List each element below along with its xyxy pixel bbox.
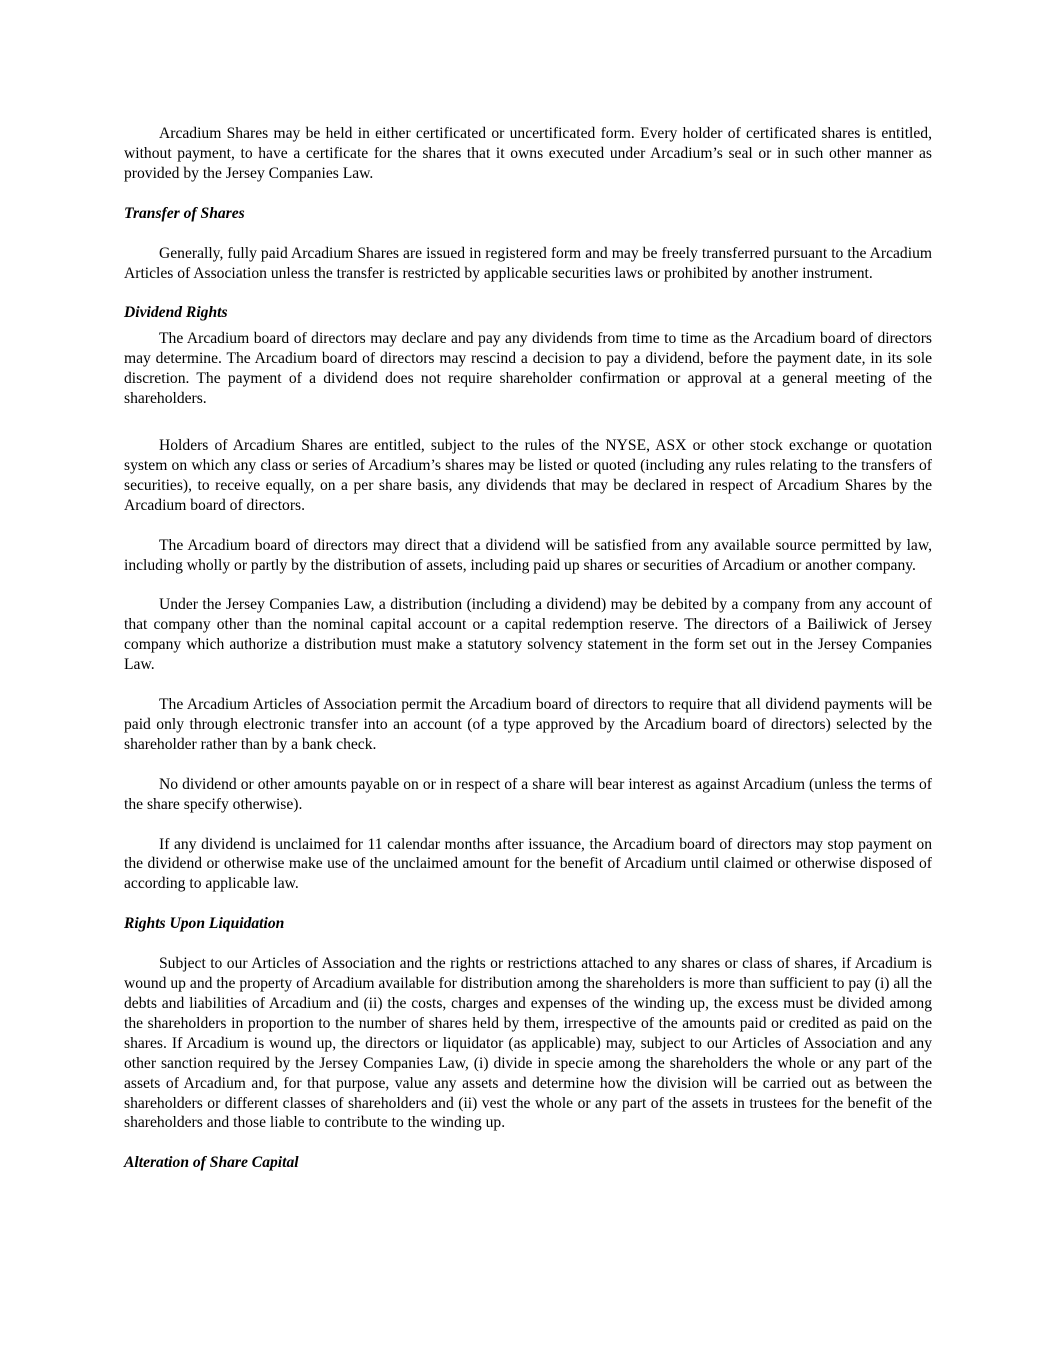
paragraph-dividend-declare: The Arcadium board of directors may declare and pay any dividends from time to time as the Arcadium board of directors may determine. The Arcadium board of directors may rescind a decision to pay a dividend, before the payment date, in its sole discretion. The payment of a dividend does not require shareholder confirmation or approval at a general meeting of the shareholders. xyxy=(124,330,932,408)
paragraph-unclaimed-dividend: If any dividend is unclaimed for 11 calendar months after issuance, the Arcadium board of directors may stop payment on the dividend or otherwise make use of the unclaimed amount for the benefit of Arcadium until claimed or otherwise disposed of according to applicable law. xyxy=(124,835,932,893)
heading-rights-upon-liquidation: Rights Upon Liquidation xyxy=(124,915,285,933)
paragraph-certificated-form: Arcadium Shares may be held in either certificated or uncertificated form. Every holder of certificated shares is entitled, without payment, to have a certificate for the shares that it owns executed under Arcadium’s seal or in such other manner as provided by the Jersey Companies Law. xyxy=(124,125,932,182)
heading-transfer-of-shares: Transfer of Shares xyxy=(124,204,245,222)
paragraph-dividend-source: The Arcadium board of directors may direct that a dividend will be satisfied from any available source permitted by law, including wholly or partly by the distribution of assets, including paid up shares or securities of Arcadium or another company. xyxy=(124,536,932,574)
paragraph-transfer: Generally, fully paid Arcadium Shares are issued in registered form and may be freely transferred pursuant to the Arcadium Articles of Association unless the transfer is restricted by applicable securities laws or prohibited by another instrument. xyxy=(124,244,932,282)
paragraph-jersey-distribution: Under the Jersey Companies Law, a distribution (including a dividend) may be debited by a company from any account of that company other than the nominal capital account or a capital redemption reserve. The directors of a Bailiwick of Jersey company which authorize a distribution must make a statutory solvency statement in the form set out in the Jersey Companies Law. xyxy=(124,596,932,674)
heading-dividend-rights: Dividend Rights xyxy=(124,304,228,322)
paragraph-dividend-holders: Holders of Arcadium Shares are entitled, subject to the rules of the NYSE, ASX or other stock exchange or quotation system on which any class or series of Arcadium’s shares may be listed or quoted (including any rules relating to the transfers of securities), to receive equally, on a per share basis, any dividends that may be declared in respect of Arcadium Shares by the Arcadium board of directors. xyxy=(124,436,932,514)
paragraph-electronic-transfer: The Arcadium Articles of Association permit the Arcadium board of directors to require that all dividend payments will be paid only through electronic transfer into an account (of a type approved by the Arcadium board of directors) selected by the shareholder rather than by a bank check. xyxy=(124,696,932,753)
document-page xyxy=(124,124,932,1173)
paragraph-liquidation: Subject to our Articles of Association and the rights or restrictions attached to any shares or class of shares, if Arcadium is wound up and the property of Arcadium available for distribution among the shareholders is more than sufficient to pay (i) all the debts and liabilities of Arcadium and (ii) the costs, charges and expenses of the winding up, the excess must be divided among the shareholders in proportion to the number of shares held by them, irrespective of the amounts paid or credited as paid on the shares. If Arcadium is wound up, the directors or liquidator (as applicable) may, subject to our Articles of Association and any other sanction required by the Jersey Companies Law, (i) divide in specie among the shareholders the whole or any part of the assets of Arcadium and, for that purpose, value any assets and determine how the division will be carried out as between the shareholders or different classes of shareholders and (ii) vest the whole or any part of the assets in trustees for the benefit of the shareholders and those liable to contribute to the winding up. xyxy=(124,955,932,1132)
paragraph-no-interest: No dividend or other amounts payable on or in respect of a share will bear interest as against Arcadium (unless the terms of the share specify otherwise). xyxy=(124,775,932,813)
heading-alteration-of-share-capital: Alteration of Share Capital xyxy=(124,1154,299,1172)
